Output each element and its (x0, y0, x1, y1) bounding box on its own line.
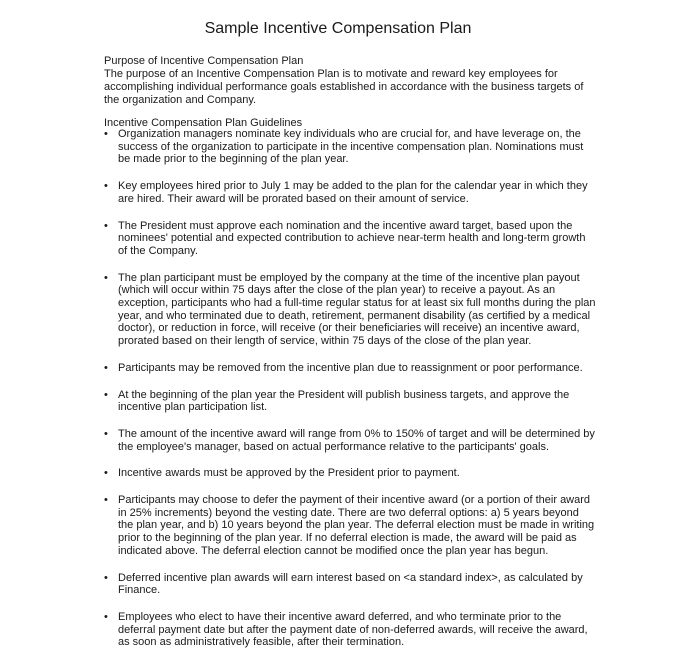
list-item-text: Organization managers nominate key individuals who are crucial for, and have leverage on, the success of the organization to participate in the incentive compensation plan. Nominations must be made prior to the beginning of the plan year. (118, 128, 584, 166)
list-item (104, 428, 596, 453)
bullet-icon: • (104, 494, 108, 507)
list-item (104, 467, 596, 480)
bullet-icon: • (104, 467, 108, 480)
guidelines-heading: Incentive Compensation Plan Guidelines (104, 117, 303, 129)
list-item (104, 220, 596, 258)
list-item-text: Deferred incentive plan awards will earn interest based on <a standard index>, as calculated by Finance. (118, 571, 583, 597)
document-title: Sample Incentive Compensation Plan (204, 20, 472, 37)
list-item (104, 572, 596, 597)
list-item-text: At the beginning of the plan year the President will publish business targets, and approve the incentive plan participation list. (118, 388, 570, 414)
list-item-text: The plan participant must be employed by the company at the time of the incentive plan payout (which will occur within 75 days after the close of the plan year) to receive a payout. As an exception, participants who had a full-time regular status for at least six full months during the plan year, and who terminated due to death, retirement, permanent disability (as certified by a medical doctor), or reduction in force, will receive (or their beneficiaries will receive) an incentive award, prorated based on their length of service, within 75 days of the close of the plan year. (118, 271, 596, 348)
list-item-text: Key employees hired prior to July 1 may be added to the plan for the calendar year in which they are hired. Their award will be prorated based on their amount of service. (118, 180, 588, 205)
bullet-icon: • (104, 180, 108, 193)
bullet-icon: • (104, 571, 108, 584)
bullet-icon: • (104, 128, 108, 140)
list-item (104, 389, 596, 414)
list-item-text: The amount of the incentive award will range from 0% to 150% of target and will be determined by the employee's manager, based on actual performance relative to the participants' goals. (118, 427, 595, 453)
list-item (104, 180, 596, 205)
purpose-text: The purpose of an Incentive Compensation Plan is to motivate and reward key employees for accomplishing individual performance goals established in accordance with the business targets of the organization and Company. (104, 68, 584, 106)
purpose-heading: Purpose of Incentive Compensation Plan (104, 55, 304, 67)
bullet-icon: • (104, 427, 108, 440)
list-item-text: Employees who elect to have their incentive award deferred, and who terminate prior to the deferral payment date but after the payment date of non-deferred awards, will receive the award, as soon as administratively feasible, after their termination. (118, 610, 588, 649)
list-item (104, 611, 596, 649)
bullet-icon: • (104, 361, 108, 374)
bullet-icon: • (104, 271, 108, 284)
list-item-text: Participants may be removed from the incentive plan due to reassignment or poor performance. (118, 361, 583, 374)
list-item-text: Incentive awards must be approved by the President prior to payment. (118, 467, 460, 480)
list-item-text: The President must approve each nomination and the incentive award target, based upon the nominees' potential and expected contribution to achieve near-term health and long-term growth of the Company. (118, 219, 586, 257)
bullet-icon: • (104, 610, 108, 623)
guidelines-list (104, 128, 596, 663)
list-item (104, 128, 596, 166)
purpose-section (104, 55, 596, 107)
list-item (104, 362, 596, 375)
list-item (104, 272, 596, 348)
bullet-icon: • (104, 219, 108, 232)
bullet-icon: • (104, 388, 108, 401)
list-item-text: Participants may choose to defer the payment of their incentive award (or a portion of their award in 25% increments) beyond the vesting date. There are two deferral options: a) 5 years beyond the plan year, and b) 10 years beyond the plan year. The deferral election must be made in writing prior to the beginning of the plan year. If no deferral election is made, the award will be paid as indicated above. The deferral election cannot be modified once the plan year has begun. (118, 494, 595, 557)
list-item (104, 494, 596, 558)
